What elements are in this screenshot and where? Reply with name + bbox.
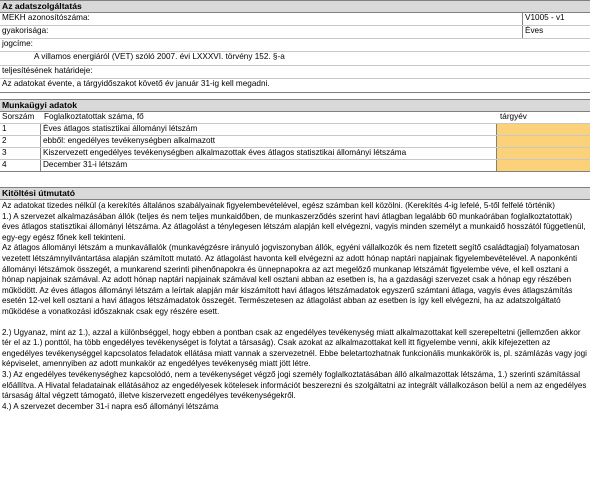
section-header-kitoltesi: Kitöltési útmutató xyxy=(0,187,590,200)
row-label-4: December 31-i létszám xyxy=(40,160,478,171)
instruction-paragraph-2: Az átlagos állományi létszám a munkavállalók (munkavégzésre irányuló jogviszonyban állók, egyéni vállalkozók és nem fizetett segítő családtagjai) folyamatosan vezetett létszámnyilvántartása alapján számított mutató. Az átlagolást havonta kell elvégezni az adott hónap naptári napjainak figyelembevételével. A naponkénti állományi létszámok összegét, a munkarend szerinti pihenőnapokra és ünnepnapokra az azt megelőző munkanap létszámát figyelembe véve, el kell osztani a hónap napjainak számával. Az adott hónap naptári napjainak számával kell osztani abban az esetben is, ha a gazdasági szervezet csak a hónap egy részében működött. Az éves átlagos állományi létszám a leírtak alapján már kiszámított havi átlagos létszámadatok egyszerű számtani átlaga, vagyis éves átlagszámítás esetén 12-vel kell osztani a havi átlagos létszámadatok összegét. Természetesen az átlagolást abban az esetben is így kell elvégezni, ha az adatszolgáltató működése a vonatkozási időszaknak csak egy részére esett. xyxy=(2,243,580,316)
input-targyev-4[interactable] xyxy=(496,160,590,171)
row-label-1: Éves átlagos statisztikai állományi létszám xyxy=(40,124,478,135)
table-row-2 xyxy=(0,136,590,148)
col-header-foglalkoztatottak: Foglalkoztatottak száma, fő xyxy=(44,112,144,121)
label-gyakorisag: gyakorisága: xyxy=(2,26,49,35)
value-jogcim: A villamos energiáról (VET) szóló 2007. évi LXXXVI. törvény 152. §-a xyxy=(34,52,285,61)
table-row-3 xyxy=(0,148,590,160)
table-row-4 xyxy=(0,160,590,172)
row-jogcim-value xyxy=(0,52,590,66)
value-gyakorisag[interactable]: Éves xyxy=(522,26,590,38)
label-jogcim: jogcíme: xyxy=(2,39,33,48)
instruction-paragraph-4: 3.) Az engedélyes tevékenységhez kapcsolódó, nem a tevékenységet végző jogi személy foglalkoztatásában álló alkalmazottak létszáma, 1.) szerinti számítással előállítva. A Hivatal feladatainak ellátásához az engedélyesek kötelesek információt beszerezni és szolgáltatni az integrált vállalkozáson belül a nem az engedélyes társaság által végzett támogató, illetve kiszervezett engedélyes tevékenységekről. xyxy=(2,369,587,401)
row-azonosito xyxy=(0,13,590,26)
row-num-4: 4 xyxy=(2,160,7,169)
row-num-2: 2 xyxy=(2,136,7,145)
col-header-sorszam: Sorszám xyxy=(2,112,35,121)
instruction-paragraph-0: Az adatokat tizedes nélkül (a kerekítés általános szabályainak figyelembevételével, egész számban kell közölni. (Kerekítés 4-ig lefelé, 5-től felfelé történik) xyxy=(2,201,555,210)
section-header-munkaugyi: Munkaügyi adatok xyxy=(0,99,590,112)
row-hatarido-value xyxy=(0,79,590,93)
value-hatarido: Az adatokat évente, a tárgyidőszakot követő év január 31-ig kell megadni. xyxy=(2,79,270,88)
instruction-paragraph-5: 4.) A szervezet december 31-i napra eső állományi létszáma xyxy=(2,401,219,411)
row-hatarido xyxy=(0,66,590,79)
label-azonosito: MEKH azonosítószáma: xyxy=(2,13,90,22)
table-row-1 xyxy=(0,124,590,136)
input-targyev-1[interactable] xyxy=(496,124,590,135)
section-header-adatszolgaltatas: Az adatszolgáltatás xyxy=(0,0,590,13)
instruction-paragraph-1: 1.) A szervezet alkalmazásában állók (teljes és nem teljes munkaidőben, de munkaszerződés szerint havi átlagban legalább 60 munkaórában foglalkoztatottak) éves átlagos statisztikai állományi létszáma. Az átlagolást a ténylegesen létszám alapján kell elvégezni, vagyis minden személyt a munkaidő hosszától függetlenül, egy-egy egész főnek kell tekinteni. xyxy=(2,211,586,242)
input-targyev-3[interactable] xyxy=(496,148,590,159)
instruction-paragraph-3: 2.) Ugyanaz, mint az 1.), azzal a különbséggel, hogy ebben a pontban csak az engedélyes tevékenység miatt alkalmazottakat kell szerepeltetni (jellemzően akkor tér el az 1.) ponttól, ha több engedélyes tevékenységet is folytat a társaság). Csak azokat az alkalmazottakat kell itt figyelembe venni, akik kifejezetten az engedélyes tevékenységgel kapcsolatos feladatok ellátása miatt vannak a szervezetnél. Ebbe beletartozhatnak funkcionális munkakörök is, pl. számlázás vagy jogi képviselet, amennyiben az adott munkakör az engedélyes tevékenység miatt jött létre. xyxy=(2,327,587,369)
row-jogcim xyxy=(0,39,590,52)
value-azonosito[interactable]: V1005 - v1 xyxy=(522,13,590,25)
input-targyev-2[interactable] xyxy=(496,136,590,147)
col-header-targyev: tárgyév xyxy=(500,112,527,121)
table-header-row xyxy=(0,112,590,124)
row-num-3: 3 xyxy=(2,148,7,157)
row-gyakorisag xyxy=(0,26,590,39)
row-label-2: ebből: engedélyes tevékenységben alkalmazott xyxy=(40,136,478,147)
row-num-1: 1 xyxy=(2,124,7,133)
label-hatarido: teljesítésének határideje: xyxy=(2,66,93,75)
row-label-3: Kiszervezett engedélyes tevékenységben alkalmazottak éves átlagos statisztikai állományi létszáma xyxy=(40,148,478,159)
